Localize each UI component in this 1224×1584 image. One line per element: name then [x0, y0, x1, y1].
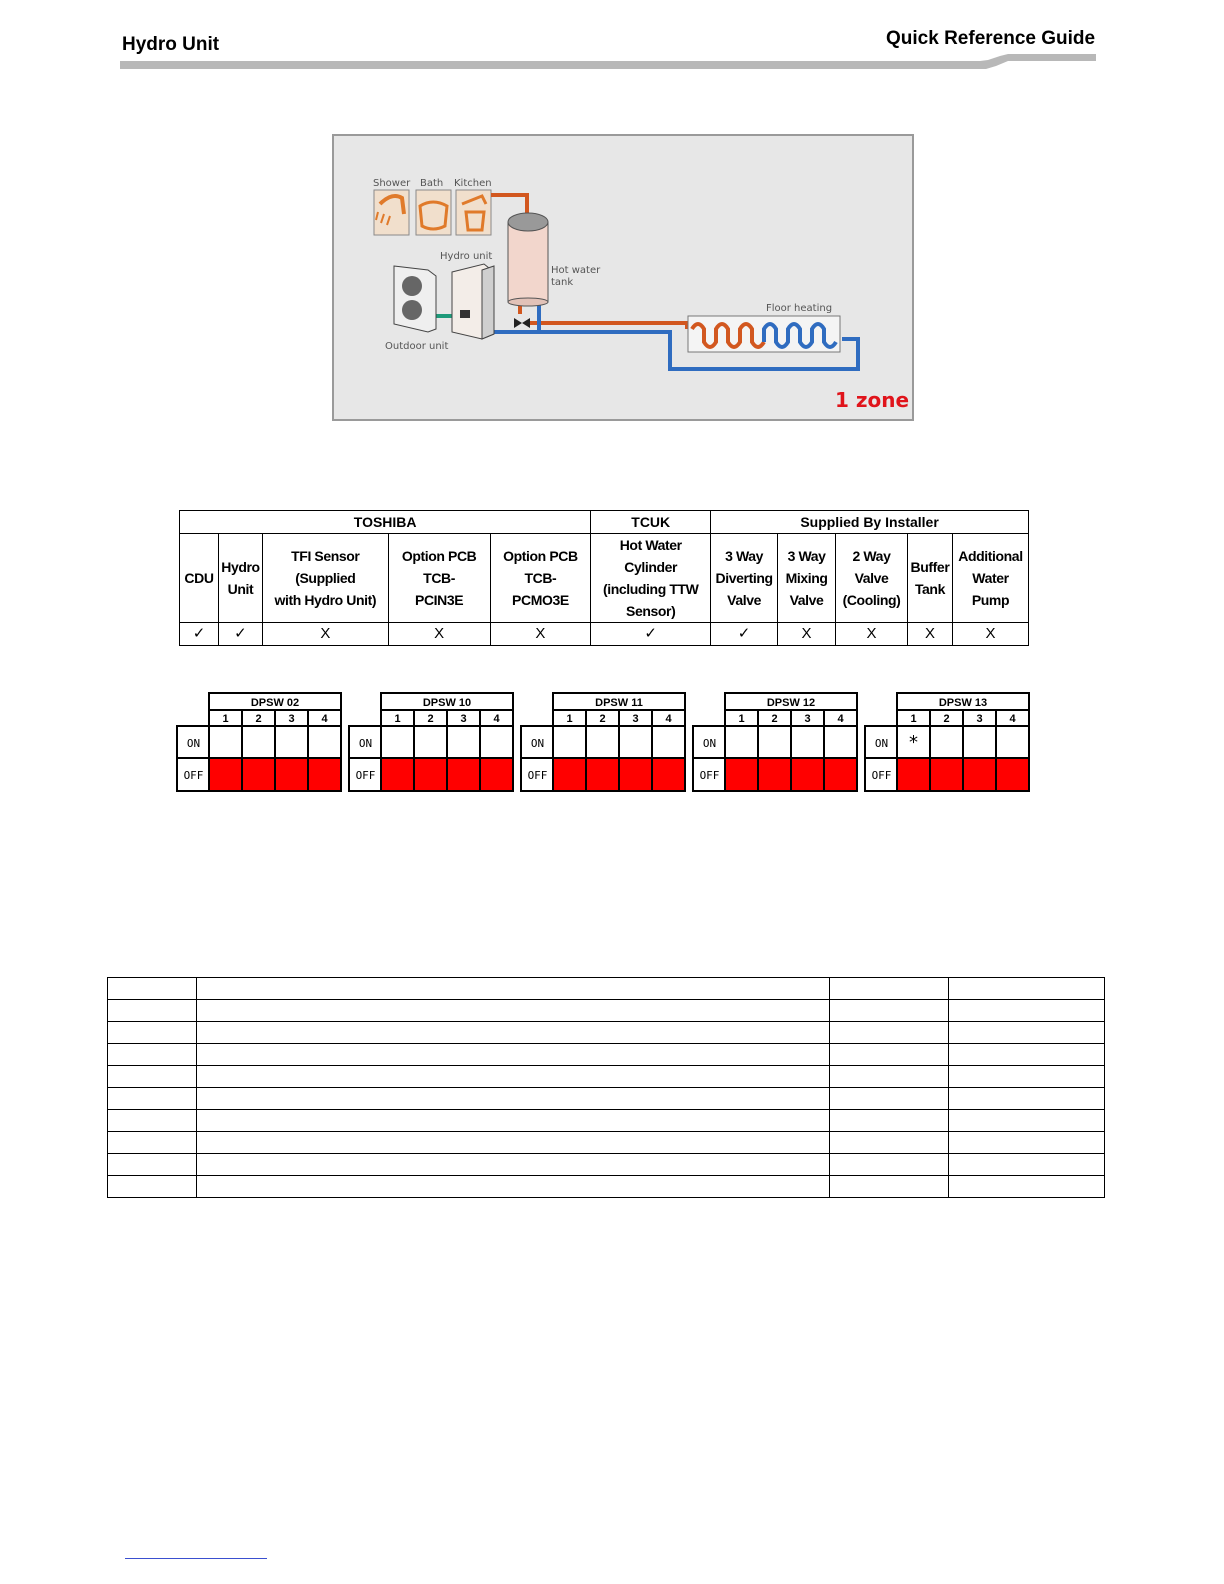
value-cell: X [952, 623, 1028, 646]
header-line: Unit [227, 581, 254, 597]
dpsw-off-cell-active [897, 758, 930, 791]
table-row [108, 1066, 1105, 1088]
header-cell [388, 534, 490, 623]
header-line: Hot Water Cylinder [619, 537, 682, 575]
header-cell [907, 534, 952, 623]
value-cell: X [490, 623, 591, 646]
dpsw-diagram [692, 692, 858, 793]
table-cell [108, 1022, 197, 1044]
header-line: TFI Sensor (Supplied [291, 548, 360, 586]
dpsw-position-label: 2 [943, 713, 950, 725]
dpsw-title: DPSW 13 [938, 697, 988, 709]
header-cell [262, 534, 388, 623]
dpsw-title: DPSW 11 [595, 697, 643, 709]
group-tcuk: TCUK [591, 511, 711, 534]
dpsw-on-cell [275, 726, 308, 758]
table-cell [830, 1000, 949, 1022]
table-cell [830, 1176, 949, 1198]
zone-label: 1 zone [835, 388, 910, 412]
table-cell [108, 978, 197, 1000]
table-cell [949, 1154, 1105, 1176]
floor-heating-label: Floor heating [766, 303, 833, 314]
dpsw-off-label: OFF [183, 769, 204, 782]
table-cell [108, 1132, 197, 1154]
dpsw-on-mark: * [909, 732, 918, 753]
header-line: Additional [958, 548, 1023, 564]
dpsw-position-label: 1 [222, 713, 229, 725]
dpsw-diagram [520, 692, 686, 793]
dpsw-diagram [864, 692, 1030, 793]
header-line: Option PCB TCB- [503, 548, 578, 586]
header-cell [591, 534, 711, 623]
value-cell: ✓ [711, 623, 778, 646]
header-line: Valve [789, 592, 824, 608]
dpsw-title: DPSW 10 [422, 697, 472, 709]
header-cell [218, 534, 262, 623]
header-line: (Cooling) [842, 592, 901, 608]
dpsw-position-label: 1 [910, 713, 917, 725]
dpsw-on-label: ON [874, 737, 889, 750]
header-line: PCMO3E [512, 592, 569, 608]
kitchen-icon [456, 190, 491, 235]
dpsw-off-cell-active [553, 758, 586, 791]
table-values-row [180, 623, 1029, 646]
table-row [108, 1110, 1105, 1132]
header-line: (including TTW [602, 581, 699, 597]
header-line: Sensor) [626, 603, 676, 619]
dpsw-on-cell [996, 726, 1029, 758]
table-cell [108, 1176, 197, 1198]
value-cell: X [778, 623, 836, 646]
table-cell [830, 1132, 949, 1154]
table-cell [196, 1022, 829, 1044]
header-line: Tank [914, 581, 945, 597]
dpsw-off-label: OFF [871, 769, 892, 782]
table-cell [949, 1110, 1105, 1132]
dpsw-on-cell [725, 726, 758, 758]
table-header-row [180, 534, 1029, 623]
dpsw-off-cell-active [725, 758, 758, 791]
dpsw-off-cell-active [586, 758, 619, 791]
dpsw-on-cell [480, 726, 513, 758]
dpsw-off-cell-active [275, 758, 308, 791]
dpsw-off-cell-active [963, 758, 996, 791]
dpsw-on-label: ON [530, 737, 545, 750]
dpsw-off-cell-active [619, 758, 652, 791]
dpsw-position-label: 3 [460, 713, 467, 725]
header-cell [711, 534, 778, 623]
hydro-unit-icon [452, 264, 494, 339]
dpsw-position-label: 4 [665, 713, 672, 725]
header-line: 3 Way [725, 548, 764, 564]
table-cell [196, 1110, 829, 1132]
table-cell [830, 978, 949, 1000]
table-cell [196, 1176, 829, 1198]
table-cell [949, 1176, 1105, 1198]
blank-settings-table [107, 977, 1105, 1198]
table-cell [196, 1088, 829, 1110]
dpsw-off-cell-active [414, 758, 447, 791]
table-cell [830, 1110, 949, 1132]
table-cell [196, 1000, 829, 1022]
dpsw-on-cell [381, 726, 414, 758]
dpsw-bank [348, 692, 513, 792]
dpsw-on-cell [586, 726, 619, 758]
dpsw-on-cell [209, 726, 242, 758]
footer-link-underline [125, 1558, 267, 1559]
dpsw-title: DPSW 02 [250, 697, 300, 709]
table-cell [949, 1066, 1105, 1088]
header-cell [490, 534, 591, 623]
dpsw-on-cell [553, 726, 586, 758]
dpsw-bank [176, 692, 341, 792]
dpsw-on-cell [963, 726, 996, 758]
dpsw-position-label: 4 [493, 713, 500, 725]
components-table [179, 510, 1029, 646]
value-cell: ✓ [218, 623, 262, 646]
dpsw-position-label: 3 [632, 713, 639, 725]
dpsw-position-label: 3 [976, 713, 983, 725]
value-cell: X [388, 623, 490, 646]
dpsw-on-label: ON [702, 737, 717, 750]
dpsw-title: DPSW 12 [766, 697, 816, 709]
header-line: PCIN3E [415, 592, 464, 608]
table-cell [108, 1110, 197, 1132]
table-row [108, 1132, 1105, 1154]
dpsw-off-cell-active [824, 758, 857, 791]
header-rule [120, 52, 1096, 70]
dpsw-on-cell [619, 726, 652, 758]
dpsw-off-cell-active [758, 758, 791, 791]
header-line: Water Pump [971, 570, 1010, 608]
dpsw-off-label: OFF [699, 769, 720, 782]
table-cell [108, 1066, 197, 1088]
dpsw-off-cell-active [996, 758, 1029, 791]
dpsw-position-label: 2 [771, 713, 778, 725]
table-cell [108, 1000, 197, 1022]
hydro-unit-label: Hydro unit [440, 251, 493, 262]
table-cell [949, 978, 1105, 1000]
dpsw-on-cell [652, 726, 685, 758]
dpsw-position-label: 2 [427, 713, 434, 725]
header-left-title: Hydro Unit [122, 34, 220, 55]
shower-icon [374, 190, 409, 235]
header-line: Buffer [910, 559, 950, 575]
header-cell [952, 534, 1028, 623]
table-cell [830, 1022, 949, 1044]
dpsw-on-label: ON [186, 737, 201, 750]
dpsw-position-label: 2 [599, 713, 606, 725]
table-cell [949, 1022, 1105, 1044]
hot-water-tank-label-line1: Hot water [551, 265, 601, 276]
dpsw-position-label: 4 [837, 713, 844, 725]
dpsw-on-cell [930, 726, 963, 758]
header-right-title: Quick Reference Guide [886, 28, 1096, 49]
outdoor-unit-label: Outdoor unit [385, 341, 449, 352]
dpsw-diagram [348, 692, 514, 793]
floor-heating-icon [688, 316, 840, 352]
dpsw-bank [692, 692, 857, 792]
header-cell [778, 534, 836, 623]
table-cell [949, 1000, 1105, 1022]
shower-label: Shower [373, 178, 411, 189]
dpsw-off-label: OFF [355, 769, 376, 782]
table-cell [830, 1088, 949, 1110]
header-line: CDU [184, 570, 214, 586]
header-line: Valve [727, 592, 761, 608]
value-cell: ✓ [180, 623, 219, 646]
table-row [108, 978, 1105, 1000]
table-cell [196, 1066, 829, 1088]
value-cell: X [907, 623, 952, 646]
value-cell: X [262, 623, 388, 646]
table-row [108, 1154, 1105, 1176]
dpsw-bank [520, 692, 685, 792]
outdoor-unit-icon [394, 266, 436, 332]
dpsw-on-cell [758, 726, 791, 758]
table-cell [830, 1044, 949, 1066]
table-group-row [180, 511, 1029, 534]
table-row [108, 1176, 1105, 1198]
dpsw-position-label: 2 [255, 713, 262, 725]
hot-water-tank-label-line2: tank [551, 277, 574, 288]
table-cell [196, 978, 829, 1000]
header-line: with Hydro Unit) [274, 592, 377, 608]
table-cell [108, 1088, 197, 1110]
header-line: Mixing [785, 570, 828, 586]
dpsw-position-label: 1 [738, 713, 745, 725]
header-cell [836, 534, 908, 623]
dpsw-off-cell-active [381, 758, 414, 791]
header-line: Hydro [221, 559, 260, 575]
dpsw-bank [864, 692, 1029, 792]
dpsw-off-cell-active [791, 758, 824, 791]
dpsw-position-label: 3 [288, 713, 295, 725]
dpsw-position-label: 3 [804, 713, 811, 725]
kitchen-label: Kitchen [454, 178, 492, 189]
table-cell [949, 1132, 1105, 1154]
table-cell [196, 1132, 829, 1154]
dpsw-on-cell [308, 726, 341, 758]
dpsw-position-label: 1 [566, 713, 573, 725]
table-row [108, 1044, 1105, 1066]
dpsw-off-cell-active [308, 758, 341, 791]
table-cell [949, 1088, 1105, 1110]
dpsw-off-cell-active [480, 758, 513, 791]
group-installer: Supplied By Installer [711, 511, 1029, 534]
dpsw-on-cell [447, 726, 480, 758]
hot-water-tank-icon [508, 213, 548, 306]
table-cell [830, 1154, 949, 1176]
header-line: 2 Way Valve [852, 548, 891, 586]
table-row [108, 1022, 1105, 1044]
dpsw-off-cell-active [652, 758, 685, 791]
dpsw-position-label: 4 [321, 713, 328, 725]
table-cell [108, 1154, 197, 1176]
group-toshiba: TOSHIBA [180, 511, 591, 534]
header-line: Option PCB TCB- [401, 548, 477, 586]
dpsw-on-cell [791, 726, 824, 758]
value-cell: ✓ [591, 623, 711, 646]
value-cell: X [836, 623, 908, 646]
dpsw-off-cell-active [209, 758, 242, 791]
bath-label: Bath [420, 178, 444, 189]
dpsw-on-cell [414, 726, 447, 758]
header-line: 3 Way [787, 548, 826, 564]
header-cell [180, 534, 219, 623]
table-cell [949, 1044, 1105, 1066]
system-diagram [332, 134, 914, 421]
dpsw-off-label: OFF [527, 769, 548, 782]
table-cell [196, 1154, 829, 1176]
table-cell [830, 1066, 949, 1088]
table-cell [108, 1044, 197, 1066]
bath-icon [416, 190, 451, 235]
dpsw-off-cell-active [242, 758, 275, 791]
dpsw-diagram [176, 692, 342, 793]
dpsw-on-cell [242, 726, 275, 758]
table-row [108, 1088, 1105, 1110]
dpsw-position-label: 1 [394, 713, 401, 725]
dpsw-on-cell [824, 726, 857, 758]
table-row [108, 1000, 1105, 1022]
table-cell [196, 1044, 829, 1066]
dpsw-position-label: 4 [1009, 713, 1016, 725]
dpsw-off-cell-active [447, 758, 480, 791]
dpsw-on-label: ON [358, 737, 373, 750]
dpsw-off-cell-active [930, 758, 963, 791]
header-line: Diverting [715, 570, 773, 586]
